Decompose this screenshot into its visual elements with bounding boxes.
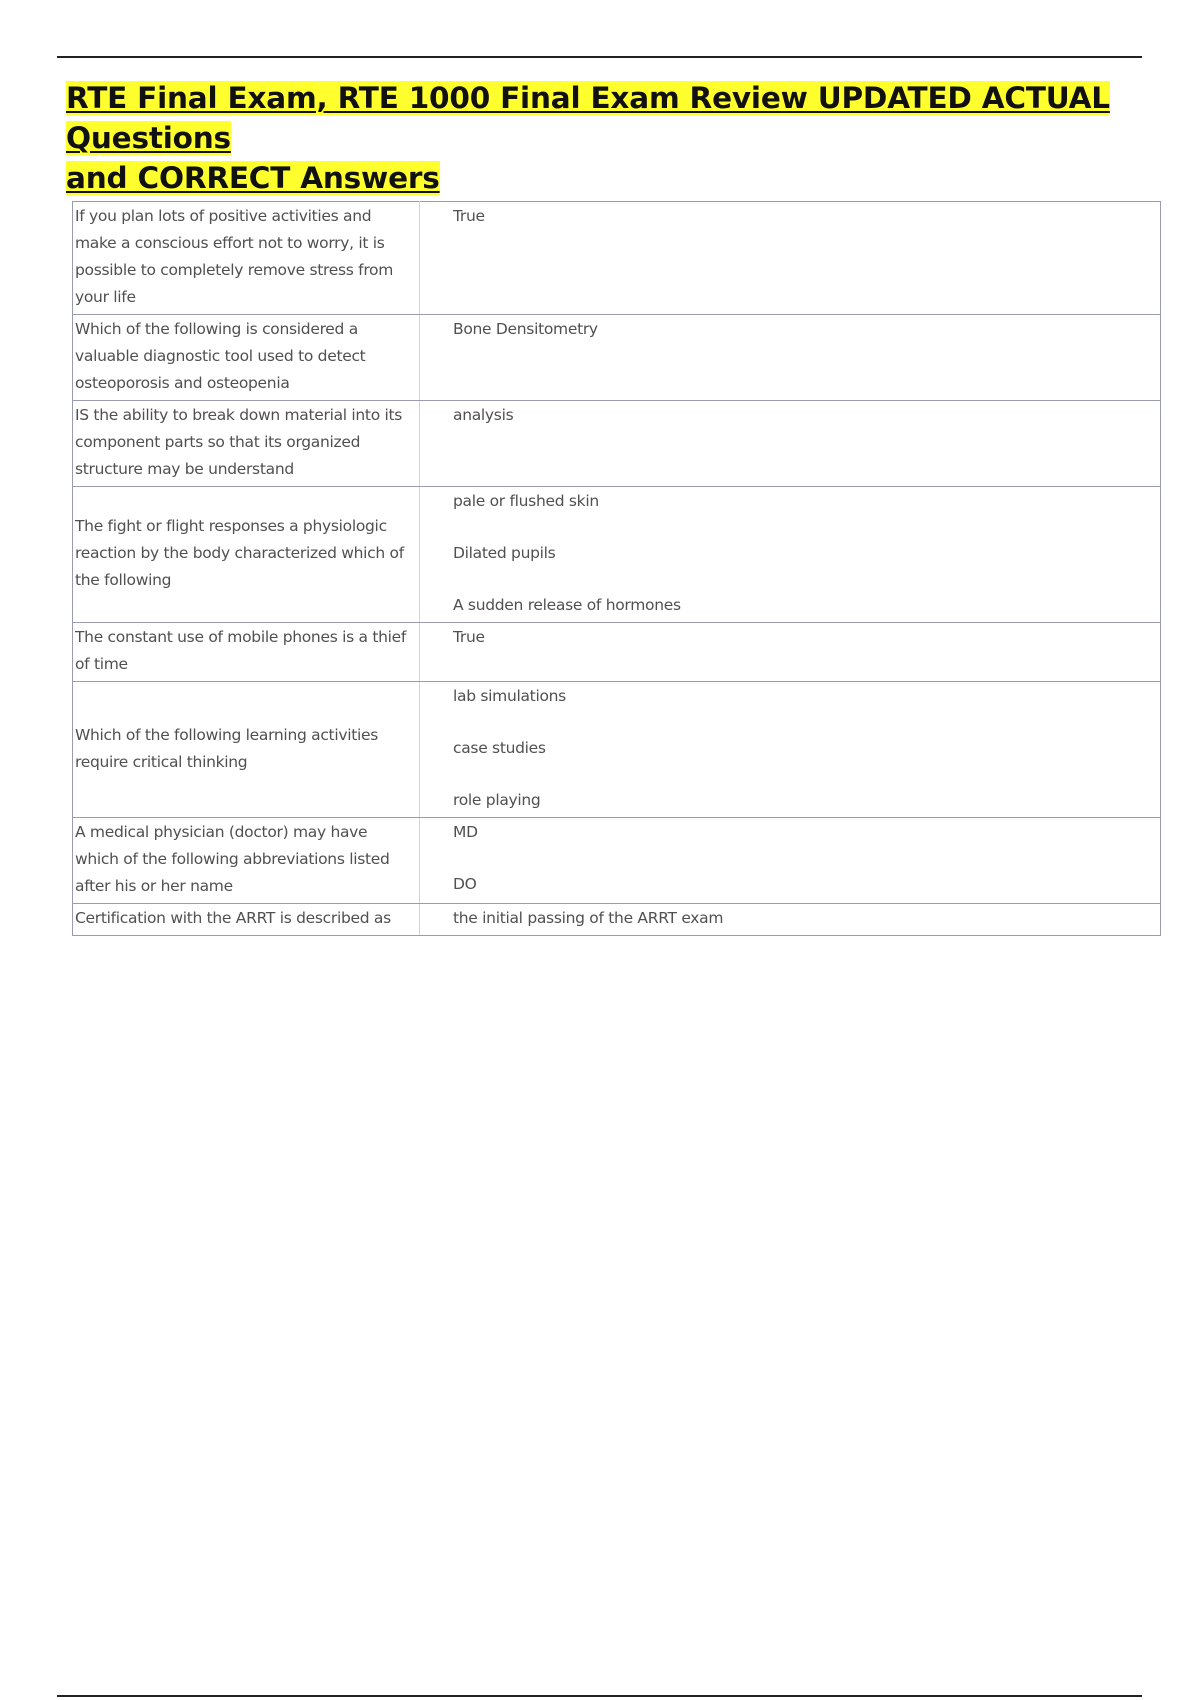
answer-text: pale or flushed skin [453,492,599,510]
answer-cell [420,315,1161,401]
answer-text: MD [453,823,478,841]
answer-text: case studies [453,739,546,757]
answer-cell [420,623,1161,682]
answer-cell [420,682,1161,818]
question-cell: If you plan lots of positive activities and make a conscious effort not to worry, it is possible to completely remove stress from your life [73,202,420,315]
answer-cell [420,904,1161,936]
answer-text: True [453,207,485,225]
table-row [73,315,1161,401]
answer-text: role playing [453,791,541,809]
footer-rule [57,1695,1142,1697]
qa-table [72,201,1161,936]
question-cell: The constant use of mobile phones is a thief of time [73,623,420,682]
question-cell: IS the ability to break down material into its component parts so that its organized structure may be understand [73,401,420,487]
answer-text: analysis [453,406,514,424]
table-row [73,818,1161,904]
table-row [73,202,1161,315]
header-rule [57,56,1142,58]
question-cell: Which of the following is considered a valuable diagnostic tool used to detect osteoporosis and osteopenia [73,315,420,401]
answer-cell [420,487,1161,623]
answer-text: Bone Densitometry [453,320,598,338]
question-cell: Certification with the ARRT is described as [73,904,420,936]
answer-cell [420,202,1161,315]
table-row [73,401,1161,487]
question-cell: A medical physician (doctor) may have which of the following abbreviations listed after his or her name [73,818,420,904]
table-row [73,682,1161,818]
table-row [73,623,1161,682]
answer-cell [420,818,1161,904]
answer-text: True [453,628,485,646]
title-line-1: RTE Final Exam, RTE 1000 Final Exam Review UPDATED ACTUAL Questions [66,81,1110,155]
document-title [66,78,1200,198]
question-cell: Which of the following learning activities require critical thinking [73,682,420,818]
answer-cell [420,401,1161,487]
answer-text: A sudden release of hormones [453,596,681,614]
title-line-2: and CORRECT Answers [66,161,440,195]
answer-text: the initial passing of the ARRT exam [453,909,724,927]
answer-text: Dilated pupils [453,544,556,562]
answer-text: DO [453,875,477,893]
table-row [73,904,1161,936]
question-cell: The fight or flight responses a physiologic reaction by the body characterized which of the following [73,487,420,623]
table-row [73,487,1161,623]
answer-text: lab simulations [453,687,566,705]
